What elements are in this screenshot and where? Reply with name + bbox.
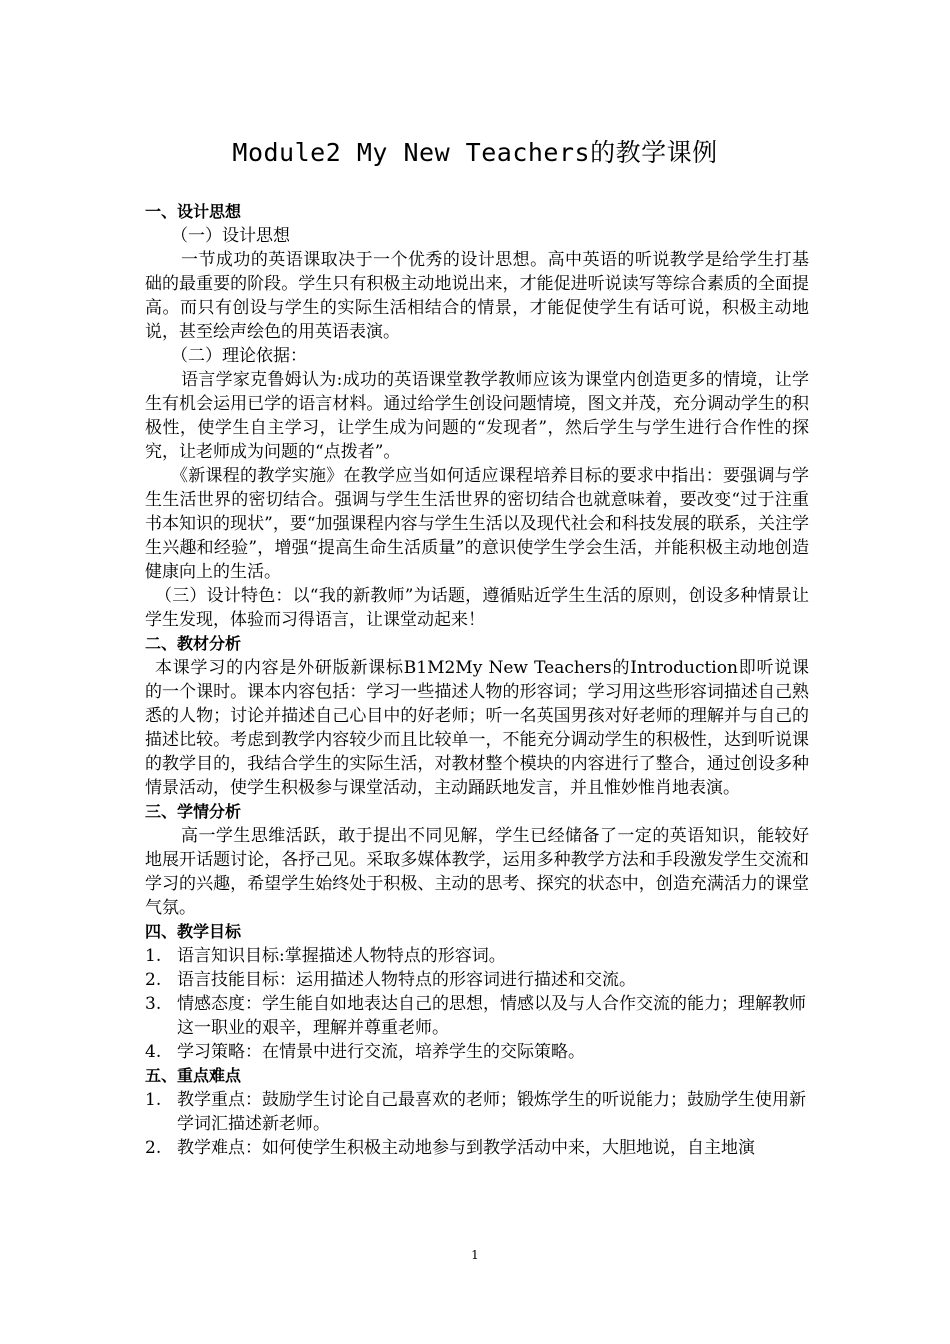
section-heading-objectives: 四、教学目标 xyxy=(145,922,242,941)
section-heading-students: 三、学情分析 xyxy=(145,802,242,821)
paragraph: 一节成功的英语课取决于一个优秀的设计思想。高中英语的听说教学是给学生打基础的最重要的阶段。学生只有积极主动地说出来，才能促进听说读写等综合素质的全面提高。而只有创设与学生的实际生活相结合的情景，才能促使学生有话可说，积极主动地说，甚至绘声绘色的用英语表演。 xyxy=(145,250,809,342)
paragraph: （三）设计特色：以“我的新教师”为话题，遵循贴近学生生活的原则，创设多种情景让学生发现，体验而习得语言，让课堂动起来！ xyxy=(145,586,809,630)
section-heading-materials: 二、教材分析 xyxy=(145,634,242,653)
subheading-design-idea: （一）设计思想 xyxy=(171,226,290,246)
paragraph: 高一学生思维活跃，敢于提出不同见解，学生已经储备了一定的英语知识，能较好地展开话题讨论，各抒己见。采取多媒体教学，运用多种教学方法和手段激发学生交流和学习的兴趣，希望学生始终处于积极、主动的思考、探究的状态中，创造充满活力的课堂气氛。 xyxy=(145,826,809,918)
list-item: 2. 语言技能目标：运用描述人物特点的形容词进行描述和交流。 xyxy=(145,970,636,990)
paragraph: 本课学习的内容是外研版新课标B1M2My New Teachers的Introduction即听说课的一个课时。课本内容包括：学习一些描述人物的形容词；学习用这些形容词描述自己熟悉的人物；讨论并描述自己心目中的好老师；听一名英国男孩对好老师的理解并与自己的描述比较。考虑到教学内容较少而且比较单一，不能充分调动学生的积极性，达到听说课的教学目的，我结合学生的实际生活，对教材整个模块的内容进行了整合，通过创设多种情景活动，使学生积极参与课堂活动，主动踊跃地发言，并且惟妙惟肖地表演。 xyxy=(145,658,809,798)
section-heading-design: 一、设计思想 xyxy=(145,202,242,221)
list-item: 2. 教学难点：如何使学生积极主动地参与到教学活动中来，大胆地说，自主地演 xyxy=(145,1138,755,1158)
page-title: Module2 My New Teachers的教学课例 xyxy=(232,138,718,167)
document-body xyxy=(145,200,809,1160)
list-item: 3. 情感态度：学生能自如地表达自己的思想，情感以及与人合作交流的能力；理解教师这一职业的艰辛，理解并尊重老师。 xyxy=(145,994,806,1038)
section-heading-key-points: 五、重点难点 xyxy=(145,1066,242,1085)
paragraph: 《新课程的教学实施》在教学应当如何适应课程培养目标的要求中指出：要强调与学生生活世界的密切结合。强调与学生生活世界的密切结合也就意味着，要改变“过于注重书本知识的现状”，要“加强课程内容与学生生活以及现代社会和科技发展的联系，关注学生兴趣和经验”，增强“提高生命生活质量”的意识使学生学会生活，并能积极主动地创造健康向上的生活。 xyxy=(145,466,809,582)
list-item: 1. 教学重点：鼓励学生讨论自己最喜欢的老师；锻炼学生的听说能力；鼓励学生使用新学词汇描述新老师。 xyxy=(145,1090,806,1134)
subheading-theory: （二）理论依据： xyxy=(171,346,307,366)
list-item: 1. 语言知识目标:掌握描述人物特点的形容词。 xyxy=(145,946,506,966)
paragraph: 语言学家克鲁姆认为:成功的英语课堂教学教师应该为课堂内创造更多的情境，让学生有机会运用已学的语言材料。通过给学生创设问题情境，图文并茂，充分调动学生的积极性，使学生自主学习，让学生成为问题的“发现者”，然后学生与学生进行合作性的探究，让老师成为问题的“点拨者”。 xyxy=(145,370,809,462)
page-number: 1 xyxy=(471,1248,479,1262)
list-item: 4. 学习策略：在情景中进行交流，培养学生的交际策略。 xyxy=(145,1042,585,1062)
